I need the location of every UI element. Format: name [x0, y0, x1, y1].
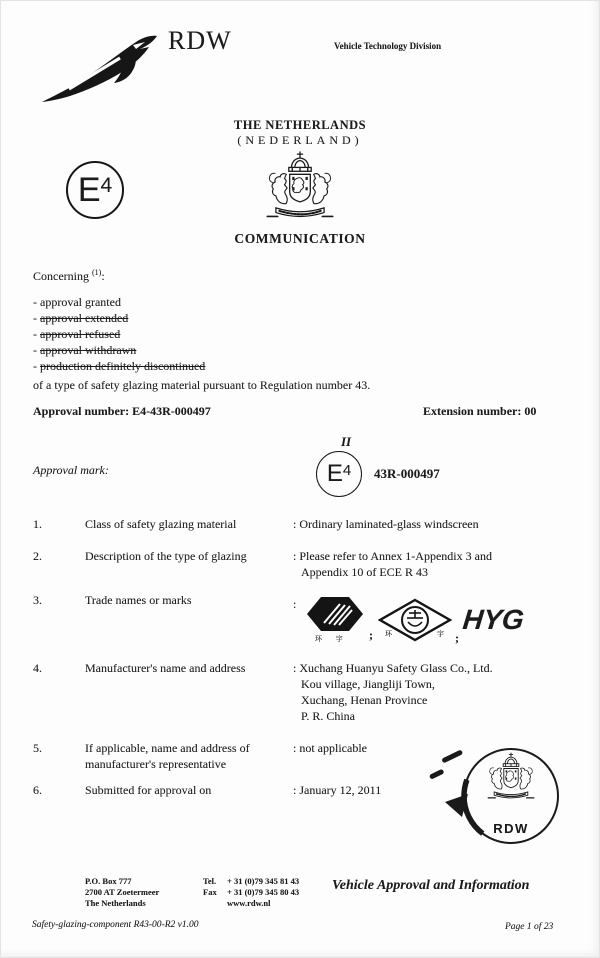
field-number: 1. — [33, 517, 42, 531]
trademark-diamond-left-cjk: 环 — [385, 630, 392, 638]
footer-contact: Tel. + 31 (0)79 345 81 43 Fax + 31 (0)79 345 80 43 www.rdw.nl — [203, 876, 300, 908]
field-value: : not applicable — [293, 741, 367, 755]
brand-wordmark: RDW — [168, 26, 232, 55]
subject-line: of a type of safety glazing material pursuant to Regulation number 43. — [33, 378, 371, 392]
concerning-option: - approval refused — [33, 327, 121, 341]
concerning-option: - approval extended — [33, 311, 129, 325]
rdw-bird-logo-icon — [36, 20, 164, 108]
field-label-line: manufacturer's representative — [85, 757, 227, 771]
field-value-line: Appendix 10 of ECE R 43 — [301, 565, 428, 579]
field-label: Class of safety glazing material — [85, 517, 237, 531]
netherlands-coat-of-arms-icon — [257, 151, 343, 232]
page-number: Page 1 of 23 — [505, 922, 554, 932]
field-label: Trade names or marks — [85, 593, 192, 607]
website-link: www.rdw.nl — [227, 898, 271, 908]
field-value: : Please refer to Annex 1-Appendix 3 and — [293, 549, 492, 563]
field-label: If applicable, name and address of — [85, 741, 250, 755]
separator: ; — [369, 628, 373, 642]
field-value: : January 12, 2011 — [293, 783, 382, 797]
e-mark-number: 4 — [100, 173, 113, 197]
concerning-option: - production definitely discontinued — [33, 359, 206, 373]
country-native-title: (NEDERLAND) — [237, 133, 363, 147]
division-label: Vehicle Technology Division — [334, 41, 442, 51]
approval-mark-label: Approval mark: — [33, 463, 109, 477]
field-number: 5. — [33, 741, 42, 755]
footer-tagline: Vehicle Approval and Information — [332, 878, 530, 893]
trademark-diamond-right-cjk: 宇 — [437, 630, 444, 638]
e4-approval-mark-icon — [66, 161, 124, 219]
approval-number: Approval number: E4-43R-000497 — [33, 404, 211, 418]
rdw-stamp-icon — [425, 742, 583, 854]
field-label: Manufacturer's name and address — [85, 661, 246, 675]
roman-class-label: II — [341, 434, 352, 449]
field-number: 6. — [33, 783, 42, 797]
country-title: THE NETHERLANDS — [233, 118, 367, 132]
field-number: 3. — [33, 593, 42, 607]
approval-mark-number: 43R-000497 — [374, 466, 440, 481]
field-value-line: Xuchang, Henan Province — [301, 693, 428, 707]
trademark-hyg-logo: HYG — [461, 604, 526, 635]
field-value: : Xuchang Huanyu Safety Glass Co., Ltd. — [293, 661, 493, 675]
field-value-line: P. R. China — [301, 709, 356, 723]
e4-small-mark-icon — [316, 451, 362, 497]
extension-number: Extension number: 00 — [423, 404, 537, 418]
e-mark-letter: E — [326, 460, 343, 487]
concerning-option: - approval granted — [33, 295, 121, 309]
field-value: : Ordinary laminated-glass windscreen — [293, 517, 479, 531]
footnote-ref: (1) — [92, 268, 102, 277]
field-value-line: Kou village, Jiangliji Town, — [301, 677, 435, 691]
document-reference: Safety-glazing-component R43-00-R2 v1.00 — [32, 920, 199, 930]
footer-address: P.O. Box 777 2700 AT Zoetermeer The Netherlands — [85, 876, 160, 908]
stamp-org-label: RDW — [493, 821, 529, 836]
field-value-colon: : — [293, 597, 297, 611]
field-number: 2. — [33, 549, 42, 563]
e-mark-number: 4 — [342, 461, 352, 479]
communication-heading: COMMUNICATION — [234, 231, 366, 246]
e-mark-letter: E — [77, 171, 101, 209]
trademark-hexagon-logo-icon — [306, 596, 364, 632]
concerning-option: - approval withdrawn — [33, 343, 137, 357]
field-number: 4. — [33, 661, 42, 675]
field-label: Description of the type of glazing — [85, 549, 247, 563]
trademark-caption-cjk: 环 宇 — [315, 635, 349, 643]
concerning-label: Concerning $^{(1)}$: — [33, 268, 105, 283]
field-label: Submitted for approval on — [85, 783, 212, 797]
separator: ; — [455, 631, 459, 645]
